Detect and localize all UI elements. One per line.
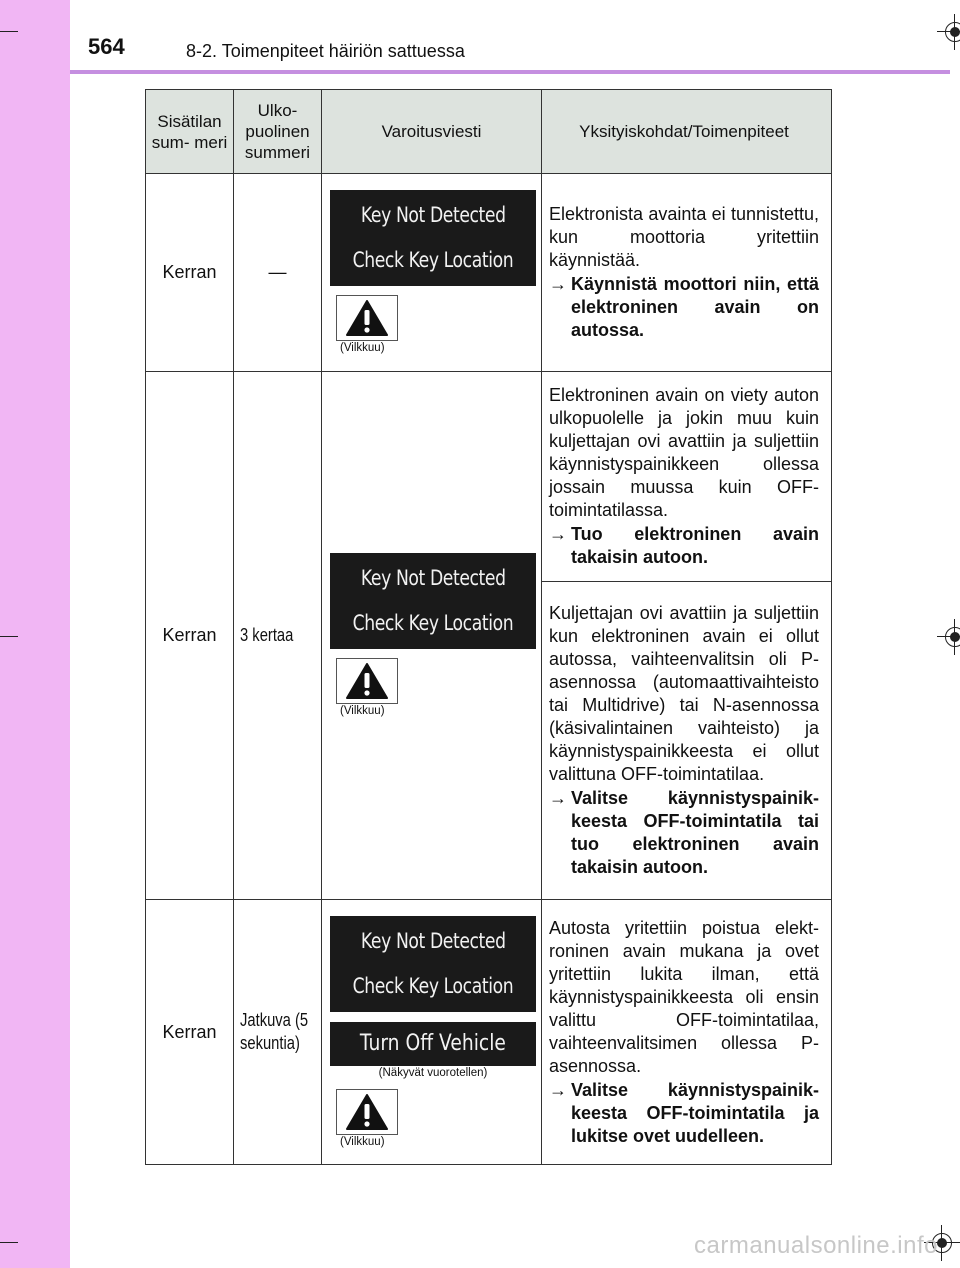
exterior-buzzer-text: Jatkuva (5 sekuntia) xyxy=(240,1010,309,1053)
arrow-right-icon: → xyxy=(549,274,567,294)
warning-message-cell xyxy=(322,900,542,1165)
message-line-check-key: Check Key Location xyxy=(352,611,514,635)
table-row xyxy=(146,174,832,372)
action-text: Käynnistä moottori niin, että elektroninen avain on autossa. xyxy=(571,274,819,340)
arrow-right-icon: → xyxy=(549,524,567,544)
exterior-buzzer-cell xyxy=(234,900,322,1165)
warning-triangle-icon xyxy=(336,1089,398,1135)
details-cell xyxy=(542,582,832,900)
arrow-right-icon: → xyxy=(549,788,567,808)
crop-mark-icon xyxy=(0,14,18,50)
crop-mark-icon xyxy=(937,619,960,655)
warning-triangle-icon xyxy=(336,658,398,704)
blink-label: (Vilkkuu) xyxy=(340,705,385,717)
column-header-warning-message: Varoitusviesti xyxy=(322,90,542,174)
details-cell xyxy=(542,900,832,1165)
action-item xyxy=(549,1079,819,1148)
crop-mark-icon xyxy=(0,1225,18,1261)
section-title: 8-2. Toimenpiteet häiriön sattuessa xyxy=(186,41,465,61)
display-message-turn-off xyxy=(330,1022,536,1066)
message-line-check-key: Check Key Location xyxy=(352,973,514,998)
detail-text: Elektroninen avain on viety auton ulkopuolelle ja jokin muu kuin kuljettajan ovi avattiin ja suljettiin käynnistyspainikkeen ollessa jossain muussa kuin OFF-toimintatilassa. xyxy=(549,385,819,520)
arrow-right-icon: → xyxy=(549,1079,567,1100)
action-text: Valitse käynnistyspainikkeesta OFF-toimintatila ja lukitse ovet uudelleen. xyxy=(571,1079,819,1146)
action-item xyxy=(549,273,819,342)
detail-text: Elektronista avainta ei tunnistettu, kun moottoria yritettiin käynnistää. xyxy=(549,204,819,270)
action-item xyxy=(549,787,819,879)
exterior-buzzer-cell: — xyxy=(234,174,322,372)
action-text: Tuo elektroninen avain takaisin autoon. xyxy=(571,524,819,567)
column-header-exterior-buzzer: Ulko- puolinen summeri xyxy=(234,90,322,174)
action-text: Valitse käynnistyspainikkeesta OFF-toimintatila tai tuo elektroninen avain takaisin autoon. xyxy=(571,788,819,877)
warning-triangle-icon xyxy=(336,295,398,341)
detail-text: Autosta yritettiin poistua elektroninen avain mukana ja ovet yritettiin lukita ilman, että käynnistyspainikkeesta oli ensin valittu OFF-toimintatilaa, vaihteenvalitsimen ollessa P-asennossa. xyxy=(549,917,819,1076)
header-rule xyxy=(70,70,950,74)
detail-text: Kuljettajan ovi avattiin ja suljettiin kun elektroninen avain ei ollut autossa, vaihteenvalitsin oli P-asennossa (automaattivaihteisto tai Multidrive) tai N-asennossa (käsivalintainen vaihteisto) ja käynnistyspainikkeesta ei ollut valittuna OFF-toimintatilaa. xyxy=(549,603,819,784)
table-row xyxy=(146,900,832,1165)
crop-mark-icon xyxy=(937,14,960,50)
message-line-key-not-detected: Key Not Detected xyxy=(360,203,506,227)
alternate-label: (Näkyvät vuorotellen) xyxy=(378,1066,488,1079)
interior-buzzer-cell: Kerran xyxy=(146,174,234,372)
display-message xyxy=(330,190,536,286)
message-line-check-key: Check Key Location xyxy=(352,248,514,272)
warning-table xyxy=(145,89,832,1165)
display-message xyxy=(330,916,536,1012)
crop-mark-icon xyxy=(0,619,18,655)
blink-label: (Vilkkuu) xyxy=(340,342,385,354)
table-row xyxy=(146,372,832,582)
details-cell xyxy=(542,174,832,372)
warning-message-cell xyxy=(322,174,542,372)
warning-message-cell xyxy=(322,372,542,900)
watermark: carmanualsonline.info xyxy=(694,1232,938,1259)
action-item xyxy=(549,523,819,569)
exterior-buzzer-cell xyxy=(234,372,322,900)
message-line-turn-off-vehicle: Turn Off Vehicle xyxy=(359,1031,507,1056)
blink-label: (Vilkkuu) xyxy=(340,1135,385,1148)
message-line-key-not-detected: Key Not Detected xyxy=(360,928,506,953)
table-header-row xyxy=(146,90,832,174)
interior-buzzer-cell: Kerran xyxy=(146,900,234,1165)
details-cell xyxy=(542,372,832,582)
message-line-key-not-detected: Key Not Detected xyxy=(360,566,506,590)
interior-buzzer-cell: Kerran xyxy=(146,372,234,900)
column-header-details: Yksityiskohdat/Toimenpiteet xyxy=(542,90,832,174)
exterior-buzzer-text: 3 kertaa xyxy=(240,625,294,645)
page-number: 564 xyxy=(88,34,125,59)
display-message xyxy=(330,553,536,649)
column-header-interior-buzzer: Sisätilan sum- meri xyxy=(146,90,234,174)
